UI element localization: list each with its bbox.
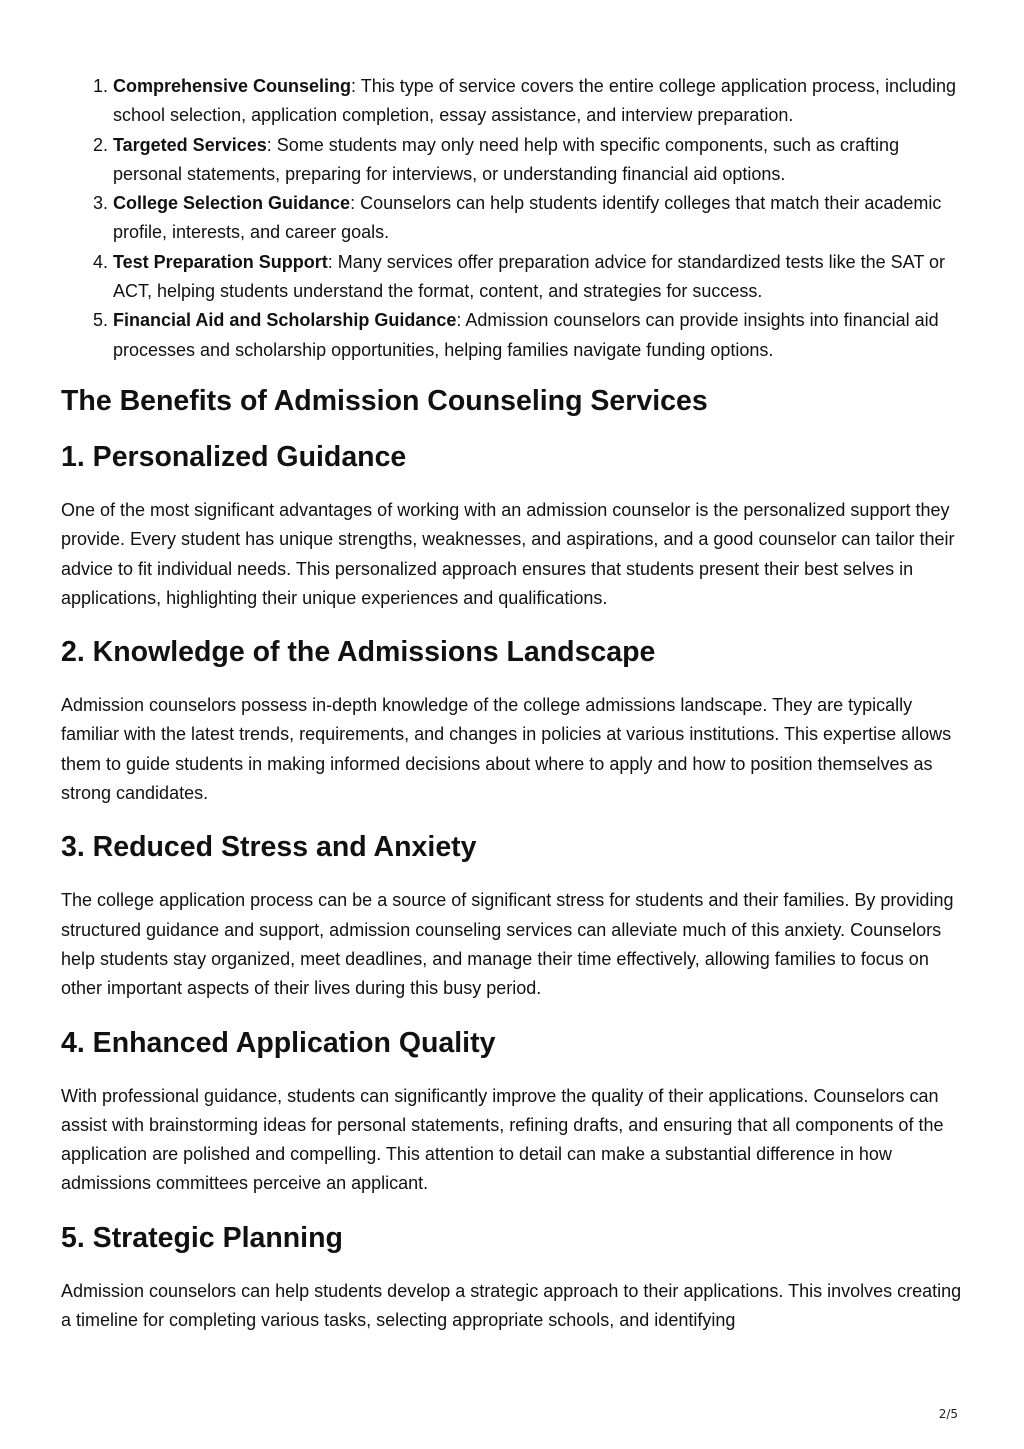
list-item-term: Targeted Services [113,134,267,155]
list-item-text: : This type of service covers the entire college application process, including school selection, application completion, essay assistance, and interview preparation. [113,76,957,126]
list-item-term: Financial Aid and Scholarship Guidance [113,310,457,331]
section-body-personalized-guidance: One of the most significant advantages of working with an admission counselor is the personalized support they provide. Every student has unique strengths, weaknesses, and aspirations, and a good counselor can tailor their advice to fit individual needs. This personalized approach ensures that students present their best selves in applications, highlighting their unique experiences and qualifications. [61,499,955,608]
section-body-strategic-planning: Admission counselors can help students develop a strategic approach to their applications. This involves creating a timeline for completing various tasks, selecting appropriate schools, and identifying [61,1280,962,1331]
list-item-term: College Selection Guidance [113,193,351,214]
services-list [61,72,966,365]
list-item-text: : Many services offer preparation advice for standardized tests like the SAT or ACT, helping students understand the format, content, and strategies for success. [113,251,946,302]
section-body-reduced-stress: The college application process can be a source of significant stress for students and their families. By providing structured guidance and support, admission counseling services can alleviate much of this anxiety. Counselors help students stay organized, meet deadlines, and manage their time effectively, allowing families to focus on other important aspects of their lives during this busy period. [61,890,954,999]
section-body-admissions-landscape: Admission counselors possess in-depth knowledge of the college admissions landscape. They are typically familiar with the latest trends, requirements, and changes in policies at various institutions. This expertise allows them to guide students in making informed decisions about where to apply and how to position themselves as strong candidates. [61,695,952,804]
document-page [61,72,966,1335]
list-item [113,72,966,131]
list-item [113,131,966,190]
section-body-application-quality: With professional guidance, students can significantly improve the quality of their applications. Counselors can assist with brainstorming ideas for personal statements, refining drafts, and ensuring that all components of the application are polished and compelling. This attention to detail can make a substantial difference in how admissions committees perceive an applicant. [61,1085,944,1194]
benefits-heading: The Benefits of Admission Counseling Services [61,384,708,417]
list-item-text: : Admission counselors can provide insights into financial aid processes and scholarship opportunities, helping families navigate funding options. [113,310,939,360]
section-heading-reduced-stress: 3. Reduced Stress and Anxiety [61,831,477,864]
section-heading-admissions-landscape: 2. Knowledge of the Admissions Landscape [61,636,656,669]
section-heading-strategic-planning: 5. Strategic Planning [61,1221,343,1254]
list-item-text: : Some students may only need help with specific components, such as crafting personal statements, preparing for interviews, or understanding financial aid options. [113,134,900,184]
list-item [113,306,966,365]
list-item-text: : Counselors can help students identify colleges that match their academic profile, interests, and career goals. [113,193,942,243]
section-heading-personalized-guidance: 1. Personalized Guidance [61,440,407,473]
list-item-term: Comprehensive Counseling [113,76,352,96]
list-item-term: Test Preparation Support [113,251,328,272]
page-number: 2/5 [938,1407,958,1421]
section-heading-application-quality: 4. Enhanced Application Quality [61,1026,496,1059]
list-item [113,189,966,248]
list-item [113,248,966,307]
